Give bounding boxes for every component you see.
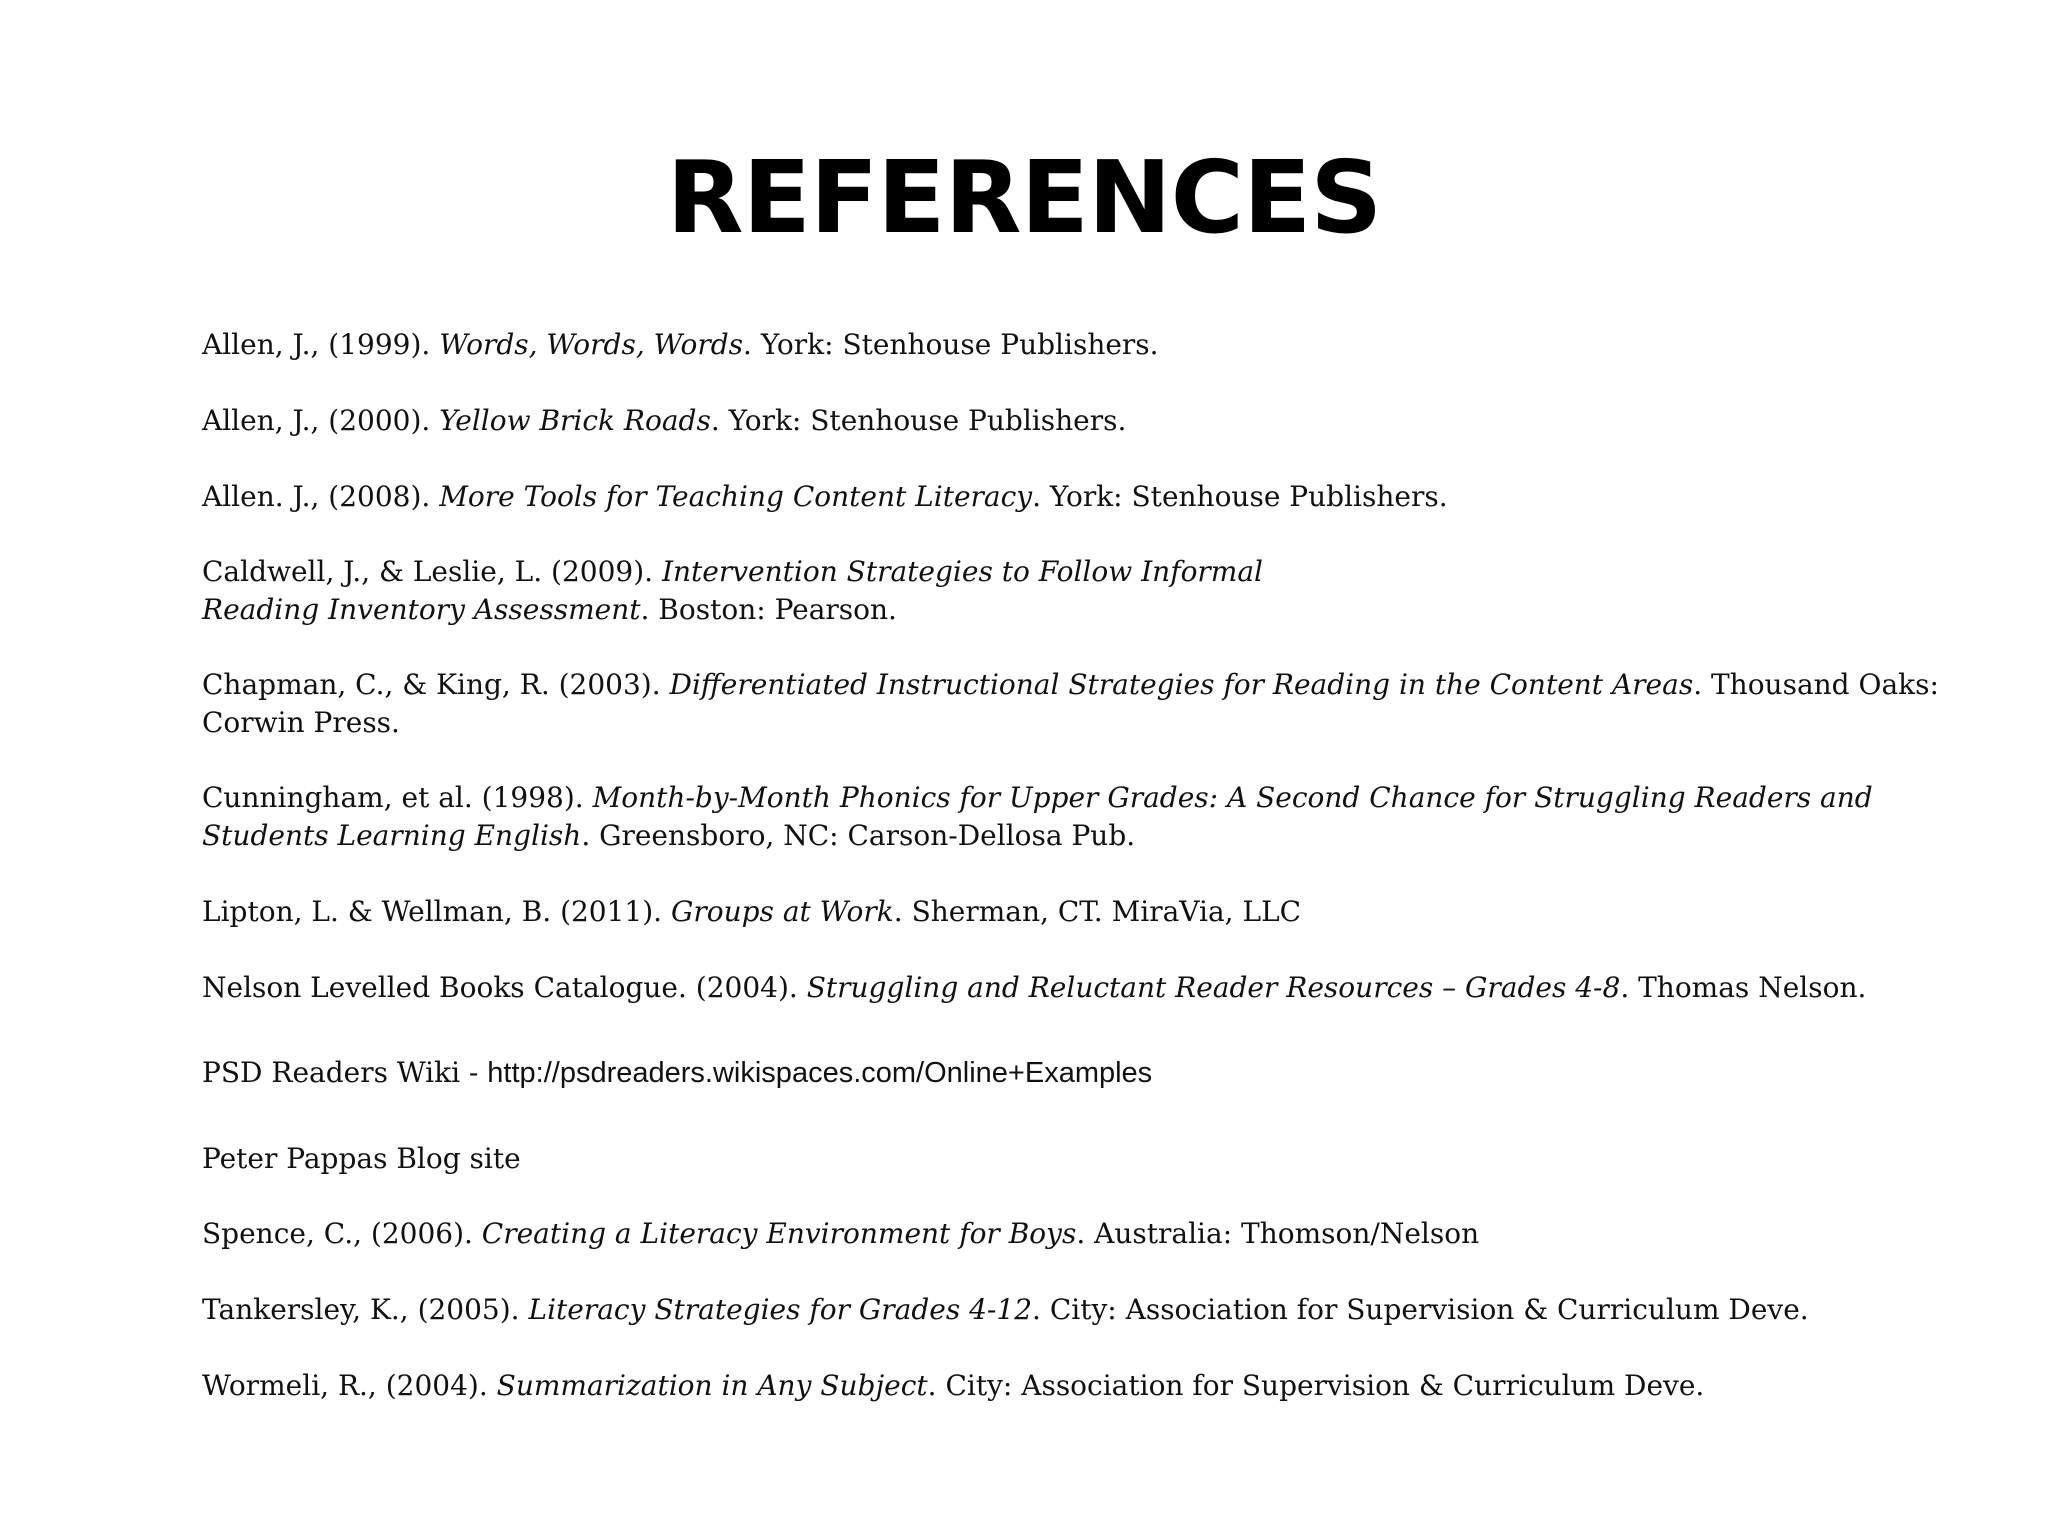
reference-item: Wormeli, R., (2004). Summarization in Any Subject. City: Association for Supervision & Curriculum Deve. — [202, 1369, 1705, 1402]
reference-item: Peter Pappas Blog site — [202, 1142, 521, 1175]
reference-item: Chapman, C., & King, R. (2003). Differentiated Instructional Strategies for Reading in the Content Areas. Thousand Oaks: Corwin Press. — [202, 668, 1939, 739]
reference-item: PSD Readers Wiki - http://psdreaders.wikispaces.com/Online+Examples — [202, 1056, 1153, 1089]
reference-item: Allen, J., (2000). Yellow Brick Roads. York: Stenhouse Publishers. — [202, 404, 1127, 437]
reference-item: Cunningham, et al. (1998). Month-by-Month Phonics for Upper Grades: A Second Chance for Struggling Readers and Students Learning English. Greensboro, NC: Carson-Dellosa Pub. — [202, 781, 1873, 852]
reference-item: Spence, C., (2006). Creating a Literacy Environment for Boys. Australia: Thomson/Nelson — [202, 1217, 1480, 1250]
page-title: REFERENCES — [666, 139, 1382, 256]
reference-item: Tankersley, K., (2005). Literacy Strategies for Grades 4-12. City: Association for Supervision & Curriculum Deve. — [202, 1293, 1809, 1326]
reference-item: Caldwell, J., & Leslie, L. (2009). Intervention Strategies to Follow Informal Reading Inventory Assessment. Boston: Pearson. — [202, 555, 1264, 626]
reference-item: Allen. J., (2008). More Tools for Teaching Content Literacy. York: Stenhouse Publishers. — [202, 480, 1448, 513]
reference-item: Allen, J., (1999). Words, Words, Words. York: Stenhouse Publishers. — [202, 328, 1159, 361]
reference-item: Nelson Levelled Books Catalogue. (2004). Struggling and Reluctant Reader Resources – Grades 4-8. Thomas Nelson. — [202, 971, 1867, 1004]
wiki-link[interactable]: http://psdreaders.wikispaces.com/Online+Examples — [487, 1057, 1153, 1089]
reference-item: Lipton, L. & Wellman, B. (2011). Groups at Work. Sherman, CT. MiraVia, LLC — [202, 895, 1302, 928]
